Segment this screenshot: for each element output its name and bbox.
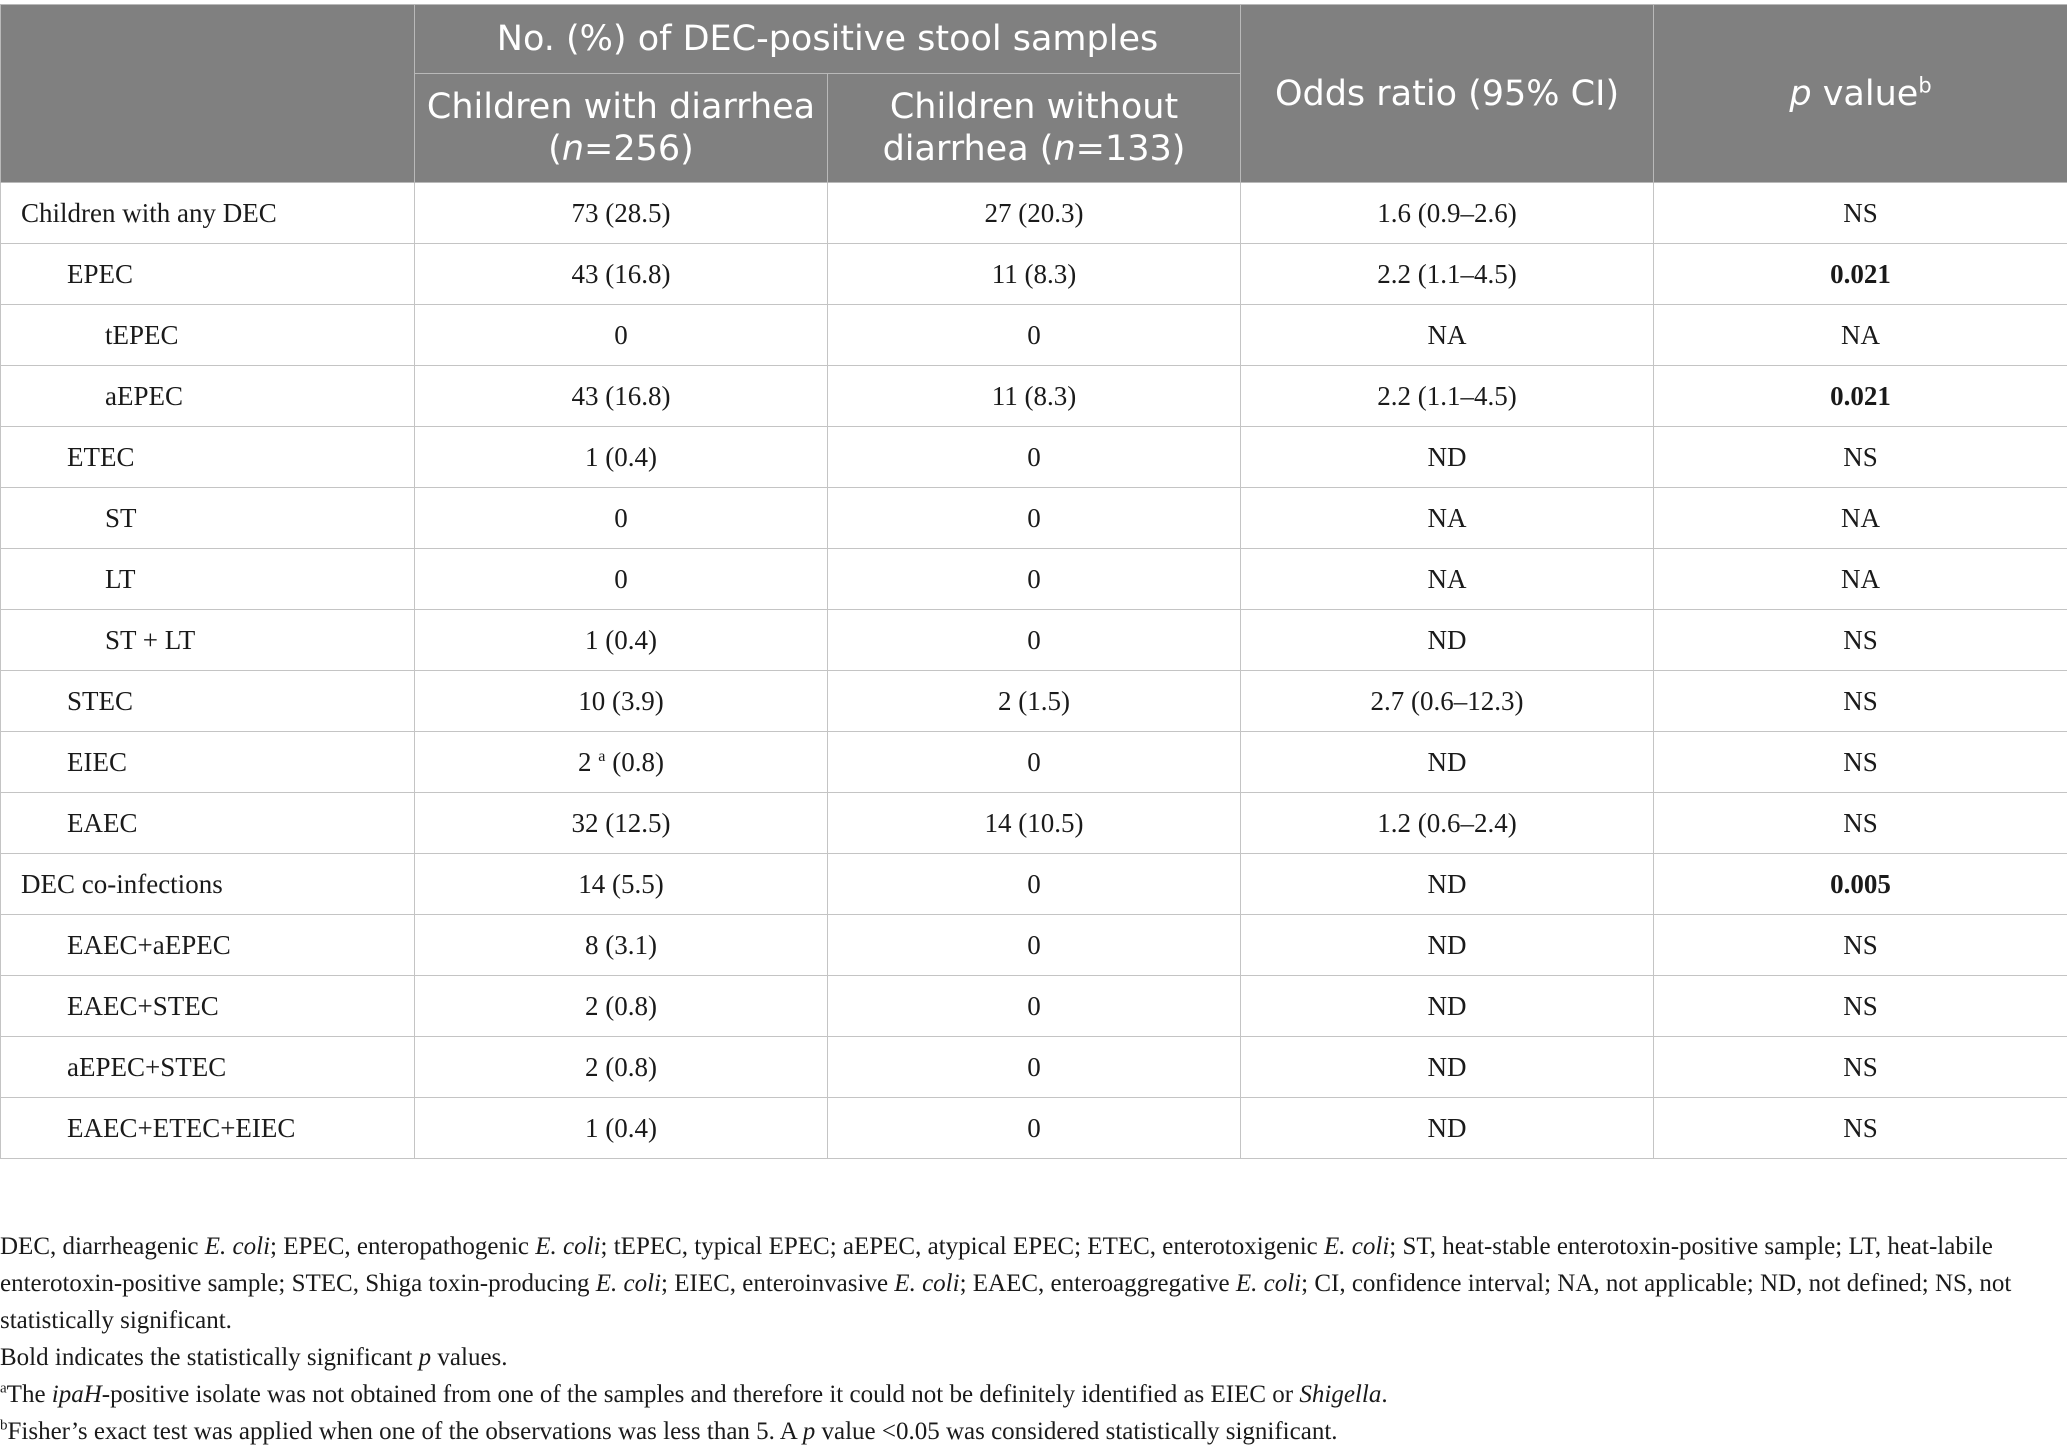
note-text: Bold indicates the statistically significant — [0, 1344, 419, 1371]
footnote-b — [0, 1413, 2050, 1450]
without-diarrhea-value: 0 — [828, 732, 1241, 793]
with-diarrhea-value: 1 (0.4) — [415, 427, 828, 488]
without-diarrhea-value: 27 (20.3) — [828, 183, 1241, 244]
row-label: aEPEC+STEC — [1, 1037, 415, 1098]
odds-ratio-value: 2.2 (1.1–4.5) — [1241, 366, 1654, 427]
bold-note — [0, 1339, 2050, 1376]
p-value: NS — [1654, 671, 2067, 732]
without-diarrhea-value: 0 — [828, 488, 1241, 549]
row-label: EAEC — [1, 793, 415, 854]
table-row — [1, 244, 2067, 305]
note-text: ; tEPEC, typical EPEC; aEPEC, atypical EPEC; ETEC, enterotoxigenic — [600, 1233, 1325, 1260]
note-text: ; EAEC, enteroaggregative — [959, 1270, 1236, 1297]
without-diarrhea-value: 0 — [828, 854, 1241, 915]
table-row — [1, 610, 2067, 671]
note-text: E. coli — [204, 1233, 271, 1260]
without-diarrhea-value: 14 (10.5) — [828, 793, 1241, 854]
note-text: . — [1381, 1381, 1388, 1408]
row-label: Children with any DEC — [1, 183, 415, 244]
note-text: DEC, diarrheagenic — [0, 1233, 205, 1260]
p-value: NS — [1654, 976, 2067, 1037]
p-value: 0.021 — [1654, 366, 2067, 427]
note-text: E. coli — [1324, 1233, 1390, 1260]
row-label: EPEC — [1, 244, 415, 305]
table-header — [1, 5, 2067, 183]
with-diarrhea-value: 2 (0.8) — [415, 1037, 828, 1098]
note-text: values. — [431, 1344, 508, 1371]
p-value: NA — [1654, 549, 2067, 610]
header-with-diarrhea — [415, 74, 828, 183]
table-row — [1, 1037, 2067, 1098]
row-label: ST + LT — [1, 610, 415, 671]
table-row — [1, 427, 2067, 488]
with-diarrhea-percent: (0.8) — [605, 746, 664, 777]
p-value: NA — [1654, 305, 2067, 366]
with-diarrhea-value: 1 (0.4) — [415, 1098, 828, 1159]
without-diarrhea-value: 0 — [828, 427, 1241, 488]
note-text: E. coli — [535, 1233, 601, 1260]
note-text: ipaH — [51, 1381, 102, 1408]
p-value: NS — [1654, 610, 2067, 671]
table-row — [1, 183, 2067, 244]
with-diarrhea-value: 8 (3.1) — [415, 915, 828, 976]
odds-ratio-value: NA — [1241, 488, 1654, 549]
abbreviations-note — [0, 1228, 2050, 1339]
p-value: 0.021 — [1654, 244, 2067, 305]
row-label: ST — [1, 488, 415, 549]
table-row — [1, 1098, 2067, 1159]
row-label: DEC co-infections — [1, 854, 415, 915]
table-row — [1, 732, 2067, 793]
footnote-marker: b — [0, 1417, 8, 1434]
without-diarrhea-value: 11 (8.3) — [828, 244, 1241, 305]
table-row — [1, 549, 2067, 610]
with-diarrhea-value: 1 (0.4) — [415, 610, 828, 671]
header-without-diarrhea-post: =133) — [1075, 129, 1186, 169]
header-p-sup: b — [1918, 72, 1932, 97]
header-p-text: value — [1811, 73, 1919, 114]
table-row — [1, 488, 2067, 549]
p-value: NS — [1654, 1037, 2067, 1098]
without-diarrhea-value: 0 — [828, 976, 1241, 1037]
p-value: 0.005 — [1654, 854, 2067, 915]
table-row — [1, 854, 2067, 915]
note-text: E. coli — [595, 1270, 662, 1297]
odds-ratio-value: 1.6 (0.9–2.6) — [1241, 183, 1654, 244]
with-diarrhea-value: 43 (16.8) — [415, 244, 828, 305]
note-text: The — [6, 1381, 52, 1408]
note-text: ; EIEC, enteroinvasive — [661, 1270, 895, 1297]
header-p-value — [1654, 5, 2067, 183]
with-diarrhea-value: 10 (3.9) — [415, 671, 828, 732]
odds-ratio-value: ND — [1241, 610, 1654, 671]
p-value: NS — [1654, 732, 2067, 793]
note-text: ; ST, heat-stable enterotoxin-positive sample; LT, heat-labile enterotoxin-positive sample; STEC, Shiga toxin-producing — [0, 1233, 1993, 1297]
row-label: aEPEC — [1, 366, 415, 427]
note-text: E. coli — [894, 1270, 960, 1297]
without-diarrhea-value: 0 — [828, 1037, 1241, 1098]
table-row — [1, 976, 2067, 1037]
odds-ratio-value: ND — [1241, 1098, 1654, 1159]
results-table — [0, 4, 2067, 1159]
odds-ratio-value: 1.2 (0.6–2.4) — [1241, 793, 1654, 854]
without-diarrhea-value: 0 — [828, 915, 1241, 976]
p-value: NS — [1654, 915, 2067, 976]
odds-ratio-value: ND — [1241, 732, 1654, 793]
header-p-italic: p — [1789, 73, 1812, 114]
note-text: value <0.05 was considered statistically significant. — [815, 1418, 1338, 1445]
row-label: EIEC — [1, 732, 415, 793]
odds-ratio-value: ND — [1241, 1037, 1654, 1098]
without-diarrhea-value: 2 (1.5) — [828, 671, 1241, 732]
header-without-diarrhea — [828, 74, 1241, 183]
with-diarrhea-value: 2 (0.8) — [415, 976, 828, 1037]
row-label: tEPEC — [1, 305, 415, 366]
without-diarrhea-value: 11 (8.3) — [828, 366, 1241, 427]
odds-ratio-value: ND — [1241, 854, 1654, 915]
table-body — [1, 183, 2067, 1159]
row-label: EAEC+STEC — [1, 976, 415, 1037]
header-with-diarrhea-n: n — [561, 129, 585, 169]
note-text: Shigella — [1299, 1381, 1382, 1408]
row-label: EAEC+ETEC+EIEC — [1, 1098, 415, 1159]
with-diarrhea-value: 32 (12.5) — [415, 793, 828, 854]
footnote-a — [0, 1376, 2050, 1413]
odds-ratio-value: NA — [1241, 305, 1654, 366]
header-group-title: No. (%) of DEC-positive stool samples — [415, 5, 1241, 74]
table-notes — [0, 1228, 2050, 1450]
table-row — [1, 671, 2067, 732]
p-value: NS — [1654, 427, 2067, 488]
odds-ratio-value: ND — [1241, 427, 1654, 488]
table-row — [1, 366, 2067, 427]
p-value: NS — [1654, 793, 2067, 854]
with-diarrhea-value: 73 (28.5) — [415, 183, 828, 244]
table-row — [1, 915, 2067, 976]
header-blank-cell — [1, 5, 415, 183]
p-value: NS — [1654, 1098, 2067, 1159]
note-text: ; CI, confidence interval; NA, not applicable; ND, not defined; NS, not statistically significant. — [0, 1270, 2012, 1334]
odds-ratio-value: 2.7 (0.6–12.3) — [1241, 671, 1654, 732]
without-diarrhea-value: 0 — [828, 305, 1241, 366]
p-value: NA — [1654, 488, 2067, 549]
with-diarrhea-value: 14 (5.5) — [415, 854, 828, 915]
header-with-diarrhea-post: =256) — [584, 129, 694, 169]
row-label: ETEC — [1, 427, 415, 488]
header-without-diarrhea-pre: Children without diarrhea ( — [882, 87, 1179, 169]
with-diarrhea-value: 0 — [415, 549, 828, 610]
header-odds-ratio: Odds ratio (95% CI) — [1241, 5, 1654, 183]
with-diarrhea-count: 2 — [578, 746, 592, 777]
without-diarrhea-value: 0 — [828, 549, 1241, 610]
odds-ratio-value: ND — [1241, 976, 1654, 1037]
footnote-marker: a — [0, 1380, 7, 1397]
odds-ratio-value: ND — [1241, 915, 1654, 976]
row-label: STEC — [1, 671, 415, 732]
header-with-diarrhea-pre: Children with diarrhea ( — [426, 87, 816, 169]
without-diarrhea-value: 0 — [828, 610, 1241, 671]
table-row — [1, 305, 2067, 366]
note-text: -positive isolate was not obtained from one of the samples and therefore it could not be definitely identified as EIEC or — [101, 1381, 1300, 1408]
with-diarrhea-value: 0 — [415, 305, 828, 366]
note-text: Fisher’s exact test was applied when one of the observations was less than 5. A — [7, 1418, 803, 1445]
odds-ratio-value: NA — [1241, 549, 1654, 610]
with-diarrhea-value: 0 — [415, 488, 828, 549]
with-diarrhea-value — [415, 732, 828, 793]
note-text: p — [418, 1344, 432, 1371]
without-diarrhea-value: 0 — [828, 1098, 1241, 1159]
table-row — [1, 793, 2067, 854]
row-label: EAEC+aEPEC — [1, 915, 415, 976]
odds-ratio-value: 2.2 (1.1–4.5) — [1241, 244, 1654, 305]
footnote-marker: a — [598, 746, 606, 765]
note-text: p — [802, 1418, 816, 1445]
with-diarrhea-value: 43 (16.8) — [415, 366, 828, 427]
p-value: NS — [1654, 183, 2067, 244]
row-label: LT — [1, 549, 415, 610]
header-without-diarrhea-n: n — [1053, 129, 1076, 169]
note-text: ; EPEC, enteropathogenic — [270, 1233, 536, 1260]
note-text: E. coli — [1235, 1270, 1302, 1297]
